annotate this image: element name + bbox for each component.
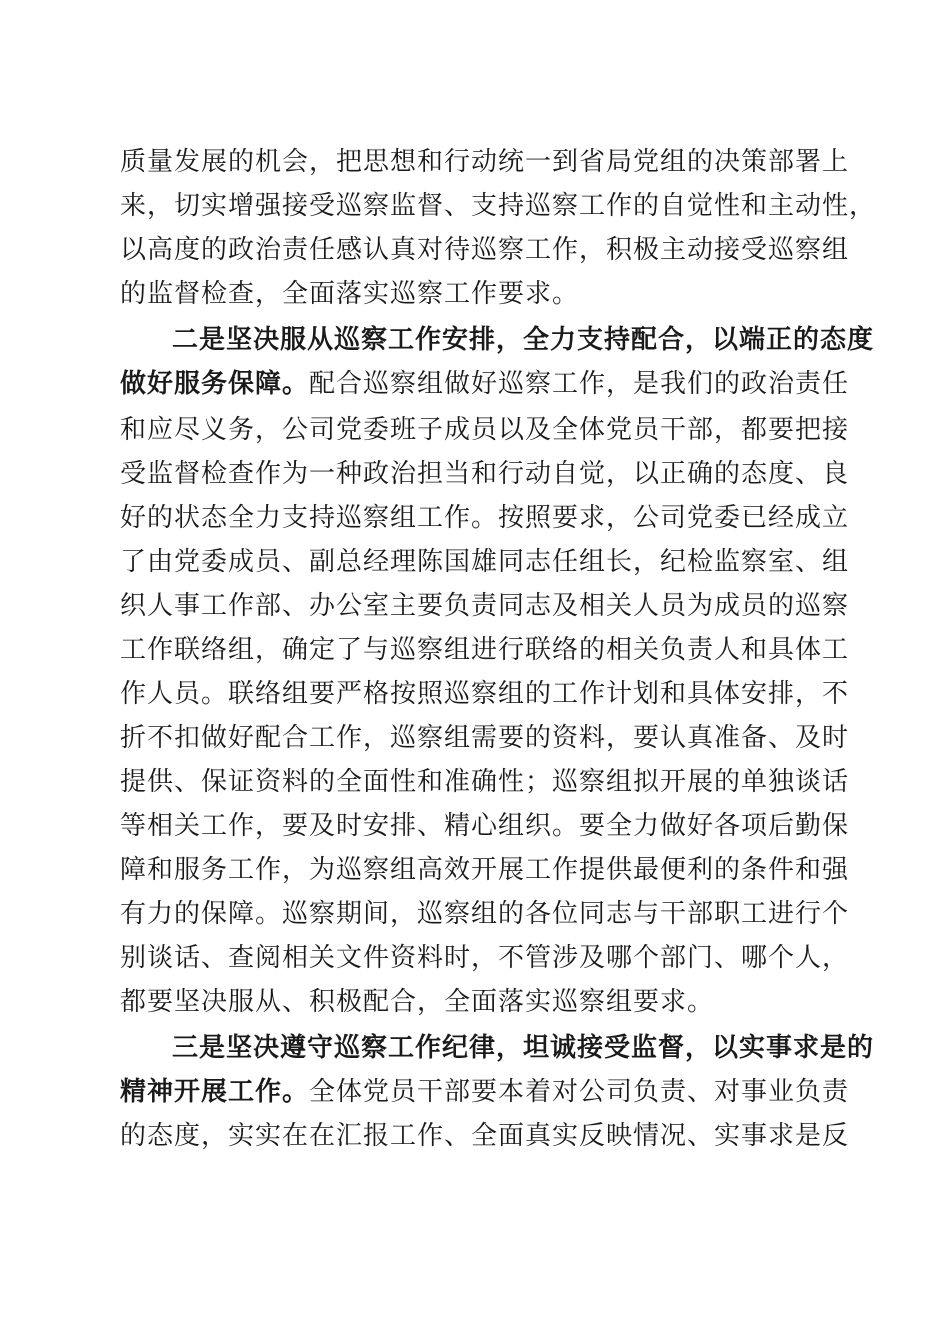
paragraph-2-line-6: 了由党委成员、副总经理陈国雄同志任组长，纪检监察室、组 bbox=[120, 547, 850, 577]
paragraph-3-heading: 三是坚决遵守巡察工作纪律，坦诚接受监督，以实事求是的 bbox=[172, 1033, 875, 1063]
paragraph-3-line-2 bbox=[120, 1070, 850, 1114]
paragraph-1-line-4: 的监督检查，全面落实巡察工作要求。 bbox=[120, 279, 580, 309]
paragraph-2-line-15: 别谈话、查阅相关文件资料时，不管涉及哪个部门、哪个人， bbox=[120, 943, 850, 973]
paragraph-2-line-9: 作人员。联络组要严格按照巡察组的工作计划和具体安排，不 bbox=[120, 679, 850, 709]
paragraph-2-line-8: 工作联络组，确定了与巡察组进行联络的相关负责人和具体工 bbox=[120, 635, 850, 665]
paragraph-2-line-16: 都要坚决服从、积极配合，全面落实巡察组要求。 bbox=[120, 987, 715, 1017]
paragraph-2-line-5: 好的状态全力支持巡察组工作。按照要求，公司党委已经成立 bbox=[120, 503, 850, 533]
paragraph-2-heading-end: 做好服务保障。 bbox=[120, 369, 310, 399]
paragraph-2-heading: 二是坚决服从巡察工作安排，全力支持配合，以端正的态度 bbox=[172, 325, 875, 355]
paragraph-1-line-3: 以高度的政治责任感认真对待巡察工作，积极主动接受巡察组 bbox=[120, 235, 850, 265]
paragraph-1-line-2: 来，切实增强接受巡察监督、支持巡察工作的自觉性和主动性， bbox=[120, 191, 877, 221]
paragraph-2-line-13: 障和服务工作，为巡察组高效开展工作提供最便利的条件和强 bbox=[120, 855, 850, 885]
paragraph-2-line-3: 和应尽义务，公司党委班子成员以及全体党员干部，都要把接 bbox=[120, 415, 850, 445]
paragraph-2-line-2-rest: 配合巡察组做好巡察工作，是我们的政治责任 bbox=[309, 369, 850, 399]
paragraph-3-heading-end: 精神开展工作。 bbox=[120, 1077, 310, 1107]
paragraph-2-line-4: 受监督检查作为一种政治担当和行动自觉，以正确的态度、良 bbox=[120, 459, 850, 489]
paragraph-2-line-2 bbox=[120, 362, 850, 406]
paragraph-1-line-1: 质量发展的机会，把思想和行动统一到省局党组的决策部署上 bbox=[120, 147, 850, 177]
paragraph-3-line-3: 的态度，实实在在汇报工作、全面真实反映情况、实事求是反 bbox=[120, 1121, 850, 1151]
paragraph-2-line-11: 提供、保证资料的全面性和准确性；巡察组拟开展的单独谈话 bbox=[120, 767, 850, 797]
paragraph-3-line-2-rest: 全体党员干部要本着对公司负责、对事业负责 bbox=[309, 1077, 850, 1107]
paragraph-2-line-7: 织人事工作部、办公室主要负责同志及相关人员为成员的巡察 bbox=[120, 591, 850, 621]
paragraph-2-line-14: 有力的保障。巡察期间，巡察组的各位同志与干部职工进行个 bbox=[120, 899, 850, 929]
paragraph-2-line-12: 等相关工作，要及时安排、精心组织。要全力做好各项后勤保 bbox=[120, 811, 850, 841]
paragraph-2-line-10: 折不扣做好配合工作，巡察组需要的资料，要认真准备、及时 bbox=[120, 723, 850, 753]
